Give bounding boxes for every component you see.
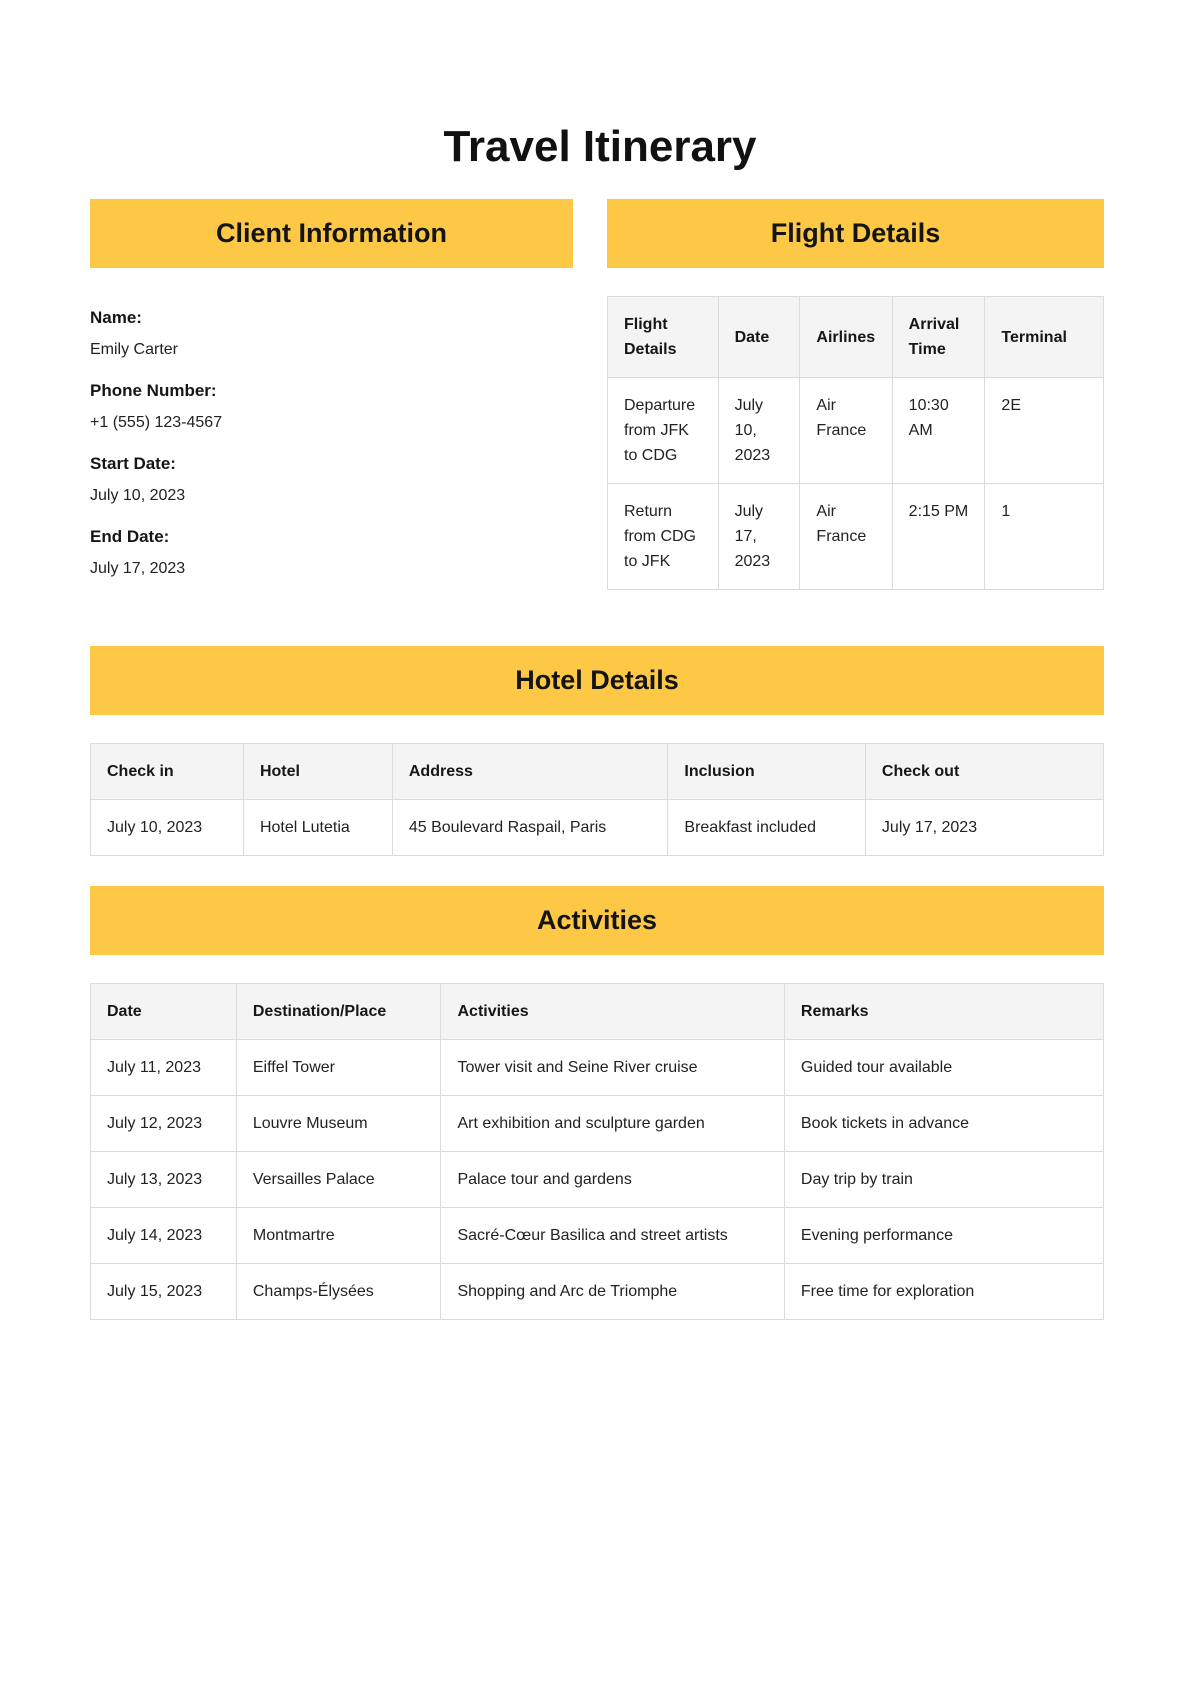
cell: Day trip by train (784, 1152, 1103, 1208)
hotel-details-header: Hotel Details (90, 646, 1104, 715)
cell: Book tickets in advance (784, 1096, 1103, 1152)
table-row (608, 378, 1104, 484)
cell: July 14, 2023 (91, 1208, 237, 1264)
activities-table (90, 983, 1104, 1320)
cell: July 17, 2023 (865, 800, 1103, 856)
cell: Eiffel Tower (236, 1040, 441, 1096)
cell: July 12, 2023 (91, 1096, 237, 1152)
field-label: End Date: (90, 527, 170, 546)
cell: Return from CDG to JFK (608, 484, 719, 590)
cell: Free time for exploration (784, 1264, 1103, 1320)
cell: Palace tour and gardens (441, 1152, 784, 1208)
header-row (91, 984, 1104, 1040)
field-label: Start Date: (90, 454, 176, 473)
client-fields (90, 268, 573, 578)
flight-details-header: Flight Details (607, 199, 1104, 268)
column-header: Destination/Place (236, 984, 441, 1040)
cell: July 17, 2023 (718, 484, 800, 590)
column-header: Flight Details (608, 297, 719, 378)
column-header: Inclusion (668, 744, 866, 800)
cell: Departure from JFK to CDG (608, 378, 719, 484)
cell: Montmartre (236, 1208, 441, 1264)
column-header: Date (91, 984, 237, 1040)
column-header: Activities (441, 984, 784, 1040)
document-content (90, 199, 1104, 1320)
field-value: July 10, 2023 (90, 487, 186, 504)
cell: 10:30 AM (892, 378, 985, 484)
column-header: Address (392, 744, 668, 800)
table-row (91, 1264, 1104, 1320)
table-row (91, 800, 1104, 856)
cell: July 11, 2023 (91, 1040, 237, 1096)
header-row (91, 744, 1104, 800)
cell: 1 (985, 484, 1104, 590)
table-row (91, 1208, 1104, 1264)
hotel-details-table (90, 743, 1104, 856)
column-header: Terminal (985, 297, 1104, 378)
column-header: Remarks (784, 984, 1103, 1040)
table-row (91, 1096, 1104, 1152)
cell: July 13, 2023 (91, 1152, 237, 1208)
column-header: Check in (91, 744, 244, 800)
hotel-details-section (90, 646, 1104, 856)
field-value: +1 (555) 123-4567 (90, 414, 223, 431)
cell: Hotel Lutetia (243, 800, 392, 856)
cell: Champs-Élysées (236, 1264, 441, 1320)
activities-header: Activities (90, 886, 1104, 955)
cell: Tower visit and Seine River cruise (441, 1040, 784, 1096)
table-row (608, 484, 1104, 590)
field-label: Name: (90, 308, 142, 327)
cell: July 10, 2023 (91, 800, 244, 856)
column-header: Check out (865, 744, 1103, 800)
header-row (608, 297, 1104, 378)
column-header: Airlines (800, 297, 892, 378)
cell: July 10, 2023 (718, 378, 800, 484)
cell: July 15, 2023 (91, 1264, 237, 1320)
cell: Guided tour available (784, 1040, 1103, 1096)
cell: 2E (985, 378, 1104, 484)
cell: 45 Boulevard Raspail, Paris (392, 800, 668, 856)
activities-section (90, 886, 1104, 1320)
cell: Air France (800, 484, 892, 590)
cell: Art exhibition and sculpture garden (441, 1096, 784, 1152)
cell: Louvre Museum (236, 1096, 441, 1152)
cell: Shopping and Arc de Triomphe (441, 1264, 784, 1320)
flight-details-section (607, 199, 1104, 590)
cell: Air France (800, 378, 892, 484)
table-row (91, 1040, 1104, 1096)
cell: Sacré-Cœur Basilica and street artists (441, 1208, 784, 1264)
field-label: Phone Number: (90, 381, 217, 400)
cell: Breakfast included (668, 800, 866, 856)
column-header: Date (718, 297, 800, 378)
field-value: July 17, 2023 (90, 560, 186, 577)
client-information-header: Client Information (90, 199, 573, 268)
page-title: Travel Itinerary (443, 122, 757, 171)
table-row (91, 1152, 1104, 1208)
column-header: Arrival Time (892, 297, 985, 378)
client-information-section (90, 199, 573, 590)
cell: Versailles Palace (236, 1152, 441, 1208)
flight-details-table (607, 296, 1104, 590)
cell: Evening performance (784, 1208, 1103, 1264)
cell: 2:15 PM (892, 484, 985, 590)
column-header: Hotel (243, 744, 392, 800)
field-value: Emily Carter (90, 341, 179, 358)
top-sections-row (90, 199, 1104, 590)
